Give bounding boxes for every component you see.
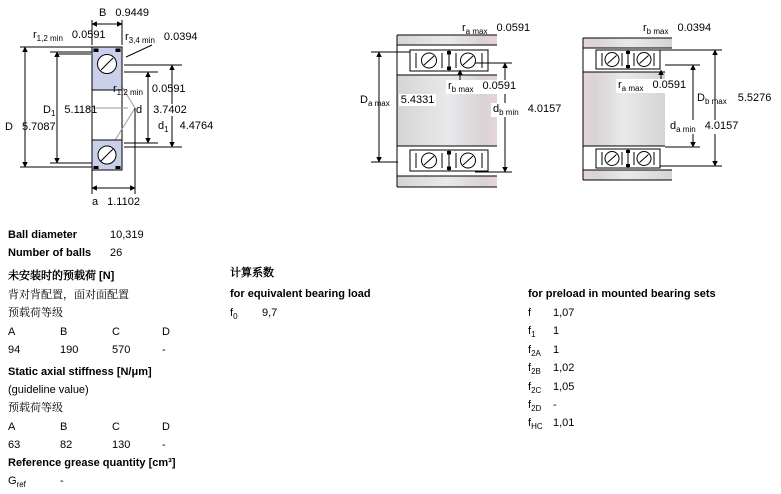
grease-title: Reference grease quantity [cm³] — [8, 457, 176, 469]
preload-class-label: 预载荷等级 — [8, 307, 63, 319]
dim-rb-max-b: $r_{b max}$ 0.0394 — [643, 22, 712, 37]
grease-row: $G_{ref}$ - — [8, 475, 64, 490]
preload-factors-title: for preload in mounted bearing sets — [528, 288, 716, 300]
f0-row: $f_0$ 9,7 — [230, 307, 278, 322]
dim-r34: $r_{3,4 min}$ 0.0394 — [125, 31, 198, 46]
ball-diameter-row — [8, 229, 228, 242]
factor-row-fHC: $f_{HC}$ 1,01 — [528, 417, 575, 432]
preload-value-row: 94 190 570 - — [8, 344, 166, 356]
dim-Da-max: $D_{a max}$ 5.4331 — [360, 94, 435, 109]
number-of-balls-label: Number of balls — [8, 247, 92, 259]
dim-rb-max-a: $r_{b max}$ 0.0591 — [448, 80, 517, 95]
number-of-balls-row — [8, 247, 228, 260]
dim-db-min: $d_{b min}$ 4.0157 — [493, 103, 562, 118]
dim-ra-max-a: $r_{a max}$ 0.0591 — [462, 22, 531, 37]
dim-D1: $D_1$ 5.1181 — [43, 104, 98, 119]
dim-a: a 1.1102 — [92, 196, 140, 208]
factor-row-f2B: $f_{2B}$ 1,02 — [528, 362, 575, 377]
dim-d1: $d_1$ 4.4764 — [158, 120, 214, 135]
dim-ra-max-b: $r_{a max}$ 0.0591 — [618, 79, 687, 94]
preload-header-row: A B C D — [8, 326, 170, 338]
mounted-pair-drawing-b — [583, 38, 722, 180]
ball-diameter-label: Ball diameter — [8, 229, 78, 241]
grease-value: - — [60, 475, 64, 487]
dim-da-min: $d_{a min}$ 4.0157 — [670, 120, 739, 135]
factor-row-f: f 1,07 — [528, 307, 575, 319]
dim-B: B 0.9449 — [99, 7, 149, 19]
calc-title: 计算系数 — [230, 267, 274, 279]
factor-row-f2D: $f_{2D}$ - — [528, 399, 557, 414]
ball-diameter-value: 10,319 — [110, 229, 144, 241]
stiffness-header-row: A B C D — [8, 421, 170, 433]
stiffness-title: Static axial stiffness [N/μm] — [8, 366, 152, 378]
stiffness-class-label: 预载荷等级 — [8, 402, 63, 414]
stiffness-value-row: 63 82 130 - — [8, 439, 166, 451]
calc-subtitle: for equivalent bearing load — [230, 288, 371, 300]
number-of-balls-value: 26 — [110, 247, 123, 259]
dim-D: D 5.7087 — [5, 121, 56, 133]
preload-title: 未安装时的预载荷 [N] — [8, 270, 115, 282]
stiffness-note: (guideline value) — [8, 384, 89, 396]
factor-row-f2A: $f_{2A}$ 1 — [528, 344, 560, 359]
f0-value: 9,7 — [262, 307, 278, 319]
dim-d: d 3.7402 — [136, 104, 187, 116]
dim-r12-top: $r_{1,2 min}$ 0.0591 — [33, 29, 106, 44]
dim-r12-mid: $r_{1,2 min}$ 0.0591 — [113, 83, 186, 98]
factor-row-f1: $f_1$ 1 — [528, 325, 560, 340]
factor-row-f2C: $f_{2C}$ 1,05 — [528, 381, 575, 396]
dim-Db-max: $D_{b max}$ 5.5276 — [697, 92, 772, 107]
preload-subtitle: 背对背配置，面对面配置 — [8, 289, 129, 301]
